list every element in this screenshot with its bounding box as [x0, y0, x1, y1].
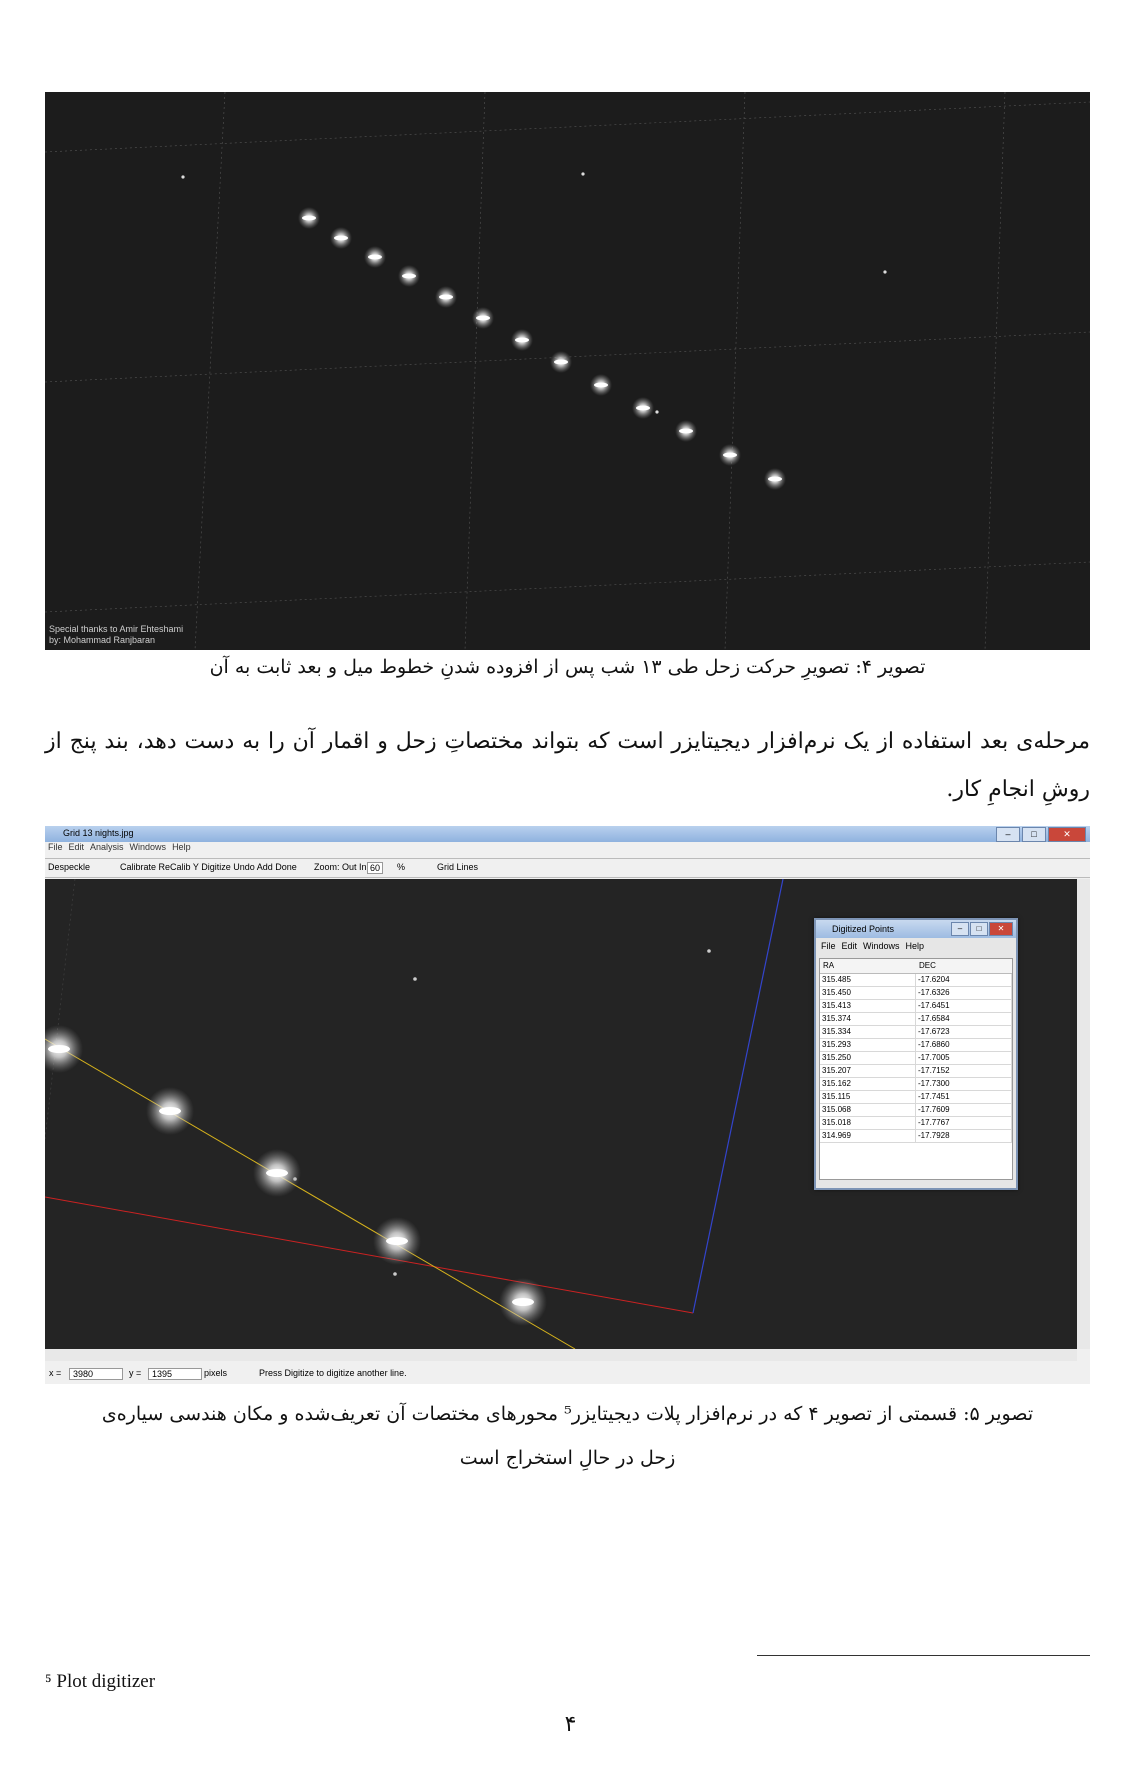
table-row[interactable]: [820, 974, 1012, 987]
cell-ra: 315.068: [820, 1104, 916, 1116]
dialog-menu-file[interactable]: File: [821, 941, 836, 951]
despeckle-button[interactable]: Despeckle: [48, 862, 91, 872]
cell-ra: 315.334: [820, 1026, 916, 1038]
saturn-ring: [334, 236, 348, 241]
cell-ra: 314.969: [820, 1130, 916, 1142]
menu-bar: [45, 842, 1090, 856]
grid-lines-button[interactable]: Grid Lines: [437, 862, 479, 872]
menu-analysis[interactable]: Analysis: [90, 842, 124, 852]
saturn-ring: [679, 429, 693, 434]
x-field[interactable]: 3980: [69, 1368, 123, 1380]
footnote-divider: [757, 1655, 1090, 1656]
caption-line-1: تصویر ۵: قسمتی از تصویر ۴ که در نرم‌افزار پلات دیجیتایزر⁵ محورهای مختصات آن تعریف‌شده و مکان هندسی سیاره‌ی: [101, 1403, 1034, 1425]
cell-ra: 315.207: [820, 1065, 916, 1077]
star: [883, 270, 886, 273]
saturn-ring: [554, 360, 568, 365]
body-paragraph: مرحله‌ی بعد استفاده از یک نرم‌افزار دیجیتایزر است که بتواند مختصاتِ زحل و اقمار آن را به دست دهد، بند پنج از روشِ انجامِ کار.: [45, 729, 1090, 802]
horizontal-scrollbar[interactable]: [45, 1349, 1077, 1361]
window-titlebar: [45, 826, 1090, 842]
saturn-ring: [476, 316, 490, 321]
cell-dec: -17.6860: [916, 1039, 1012, 1051]
grid-line: [45, 879, 75, 1139]
zoom-label[interactable]: Zoom: Out In: [314, 862, 367, 872]
saturn-ring: [439, 295, 453, 300]
status-message: Press Digitize to digitize another line.: [259, 1368, 407, 1378]
close-icon[interactable]: ✕: [1048, 827, 1086, 842]
dialog-menu-help[interactable]: Help: [905, 941, 925, 951]
cell-dec: -17.6326: [916, 987, 1012, 999]
saturn-ring: [402, 274, 416, 279]
table-row[interactable]: [820, 1039, 1012, 1052]
saturn-ring: [159, 1107, 181, 1115]
dialog-title: Digitized Points: [832, 924, 895, 934]
footnote: ⁵ Plot digitizer: [45, 1671, 156, 1692]
dialog-menu: [816, 938, 1016, 954]
column-ra: RA: [823, 961, 835, 970]
saturn-motion-photo: [45, 92, 1090, 650]
x-axis-line: [45, 1197, 693, 1313]
dialog-close-icon[interactable]: ✕: [989, 922, 1013, 936]
credit-line-2: by: Mohammad Ranjbaran: [49, 635, 156, 645]
cell-dec: -17.7300: [916, 1078, 1012, 1090]
dialog-menu-windows[interactable]: Windows: [863, 941, 900, 951]
dialog-maximize-icon[interactable]: □: [970, 922, 988, 936]
table-body: [820, 974, 1012, 1143]
dialog-minimize-icon[interactable]: –: [951, 922, 969, 936]
dialog-menu-edit[interactable]: Edit: [841, 941, 858, 951]
saturn-ring: [386, 1237, 408, 1245]
minimize-icon[interactable]: –: [996, 827, 1020, 842]
saturn-ring: [594, 383, 608, 388]
cell-dec: -17.7767: [916, 1117, 1012, 1129]
menu-windows[interactable]: Windows: [129, 842, 167, 852]
table-row[interactable]: [820, 1117, 1012, 1130]
cell-ra: 315.413: [820, 1000, 916, 1012]
zoom-input[interactable]: 60: [367, 862, 383, 874]
saturn-ring: [636, 406, 650, 411]
digitize-actions[interactable]: Calibrate ReCalib Y Digitize Undo Add Done: [120, 862, 297, 872]
saturn-ring: [266, 1169, 288, 1177]
cell-ra: 315.250: [820, 1052, 916, 1064]
y-axis-line: [693, 879, 783, 1313]
saturn-ring: [768, 477, 782, 482]
saturn-ring: [723, 453, 737, 458]
table-row[interactable]: [820, 987, 1012, 1000]
table-row[interactable]: [820, 1104, 1012, 1117]
saturn-ring: [48, 1045, 70, 1053]
cell-ra: 315.115: [820, 1091, 916, 1103]
photo-credit: [49, 624, 183, 646]
menu-edit[interactable]: Edit: [68, 842, 85, 852]
fit-line: [45, 1039, 575, 1349]
saturn-ring: [512, 1298, 534, 1306]
table-row[interactable]: [820, 1026, 1012, 1039]
saturn-ring: [368, 255, 382, 260]
y-field[interactable]: 1395: [148, 1368, 202, 1380]
table-header: [820, 959, 1012, 974]
figure-4-caption: تصویر ۴: تصویرِ حرکت زحل طی ۱۳ شب پس از افزوده شدنِ خطوط میل و بعد ثابت به آن: [209, 656, 926, 678]
cell-ra: 315.485: [820, 974, 916, 986]
digitizer-screenshot: [45, 826, 1090, 1384]
cell-dec: -17.7451: [916, 1091, 1012, 1103]
status-bar: [45, 1364, 1090, 1382]
table-row[interactable]: [820, 1052, 1012, 1065]
unit-label: pixels: [204, 1368, 228, 1378]
star: [181, 175, 184, 178]
cell-ra: 315.162: [820, 1078, 916, 1090]
cell-ra: 315.374: [820, 1013, 916, 1025]
figure-5-caption: [45, 1392, 1090, 1480]
cell-dec: -17.6204: [916, 974, 1012, 986]
star: [581, 172, 584, 175]
cell-dec: -17.7609: [916, 1104, 1012, 1116]
table-row[interactable]: [820, 1013, 1012, 1026]
menu-file[interactable]: File: [48, 842, 63, 852]
page-number: ۴: [564, 1712, 577, 1737]
vertical-scrollbar[interactable]: [1077, 879, 1090, 1349]
table-row[interactable]: [820, 1000, 1012, 1013]
table-row[interactable]: [820, 1065, 1012, 1078]
star: [413, 977, 417, 981]
credit-line-1: Special thanks to Amir Ehteshami: [49, 624, 184, 634]
star: [655, 410, 658, 413]
column-dec: DEC: [919, 961, 936, 970]
table-row[interactable]: [820, 1091, 1012, 1104]
zoom-unit: %: [397, 862, 406, 872]
cell-dec: -17.7928: [916, 1130, 1012, 1142]
digitized-points-window[interactable]: [814, 918, 1018, 1190]
cell-dec: -17.6584: [916, 1013, 1012, 1025]
cell-dec: -17.7005: [916, 1052, 1012, 1064]
points-table: [819, 958, 1013, 1180]
grid-line: [195, 92, 225, 650]
menu-help[interactable]: Help: [172, 842, 191, 852]
star: [393, 1272, 397, 1276]
toolbar: [45, 858, 1090, 878]
x-label: x =: [49, 1368, 62, 1378]
cell-ra: 315.293: [820, 1039, 916, 1051]
maximize-icon[interactable]: □: [1022, 827, 1046, 842]
star: [707, 949, 711, 953]
caption-line-2: زحل در حالِ استخراج است: [459, 1447, 676, 1469]
table-row[interactable]: [820, 1130, 1012, 1143]
saturn-ring: [515, 338, 529, 343]
y-label: y =: [129, 1368, 142, 1378]
grid-line: [465, 92, 485, 650]
cell-ra: 315.018: [820, 1117, 916, 1129]
cell-dec: -17.6723: [916, 1026, 1012, 1038]
grid-line: [45, 102, 1090, 152]
dialog-titlebar: [816, 920, 1016, 938]
window-title: Grid 13 nights.jpg: [63, 828, 134, 838]
grid-line: [45, 562, 1090, 612]
cell-ra: 315.450: [820, 987, 916, 999]
table-row[interactable]: [820, 1078, 1012, 1091]
grid-line: [725, 92, 745, 650]
cell-dec: -17.7152: [916, 1065, 1012, 1077]
cell-dec: -17.6451: [916, 1000, 1012, 1012]
saturn-ring: [302, 216, 316, 221]
star-field: [45, 92, 1090, 650]
